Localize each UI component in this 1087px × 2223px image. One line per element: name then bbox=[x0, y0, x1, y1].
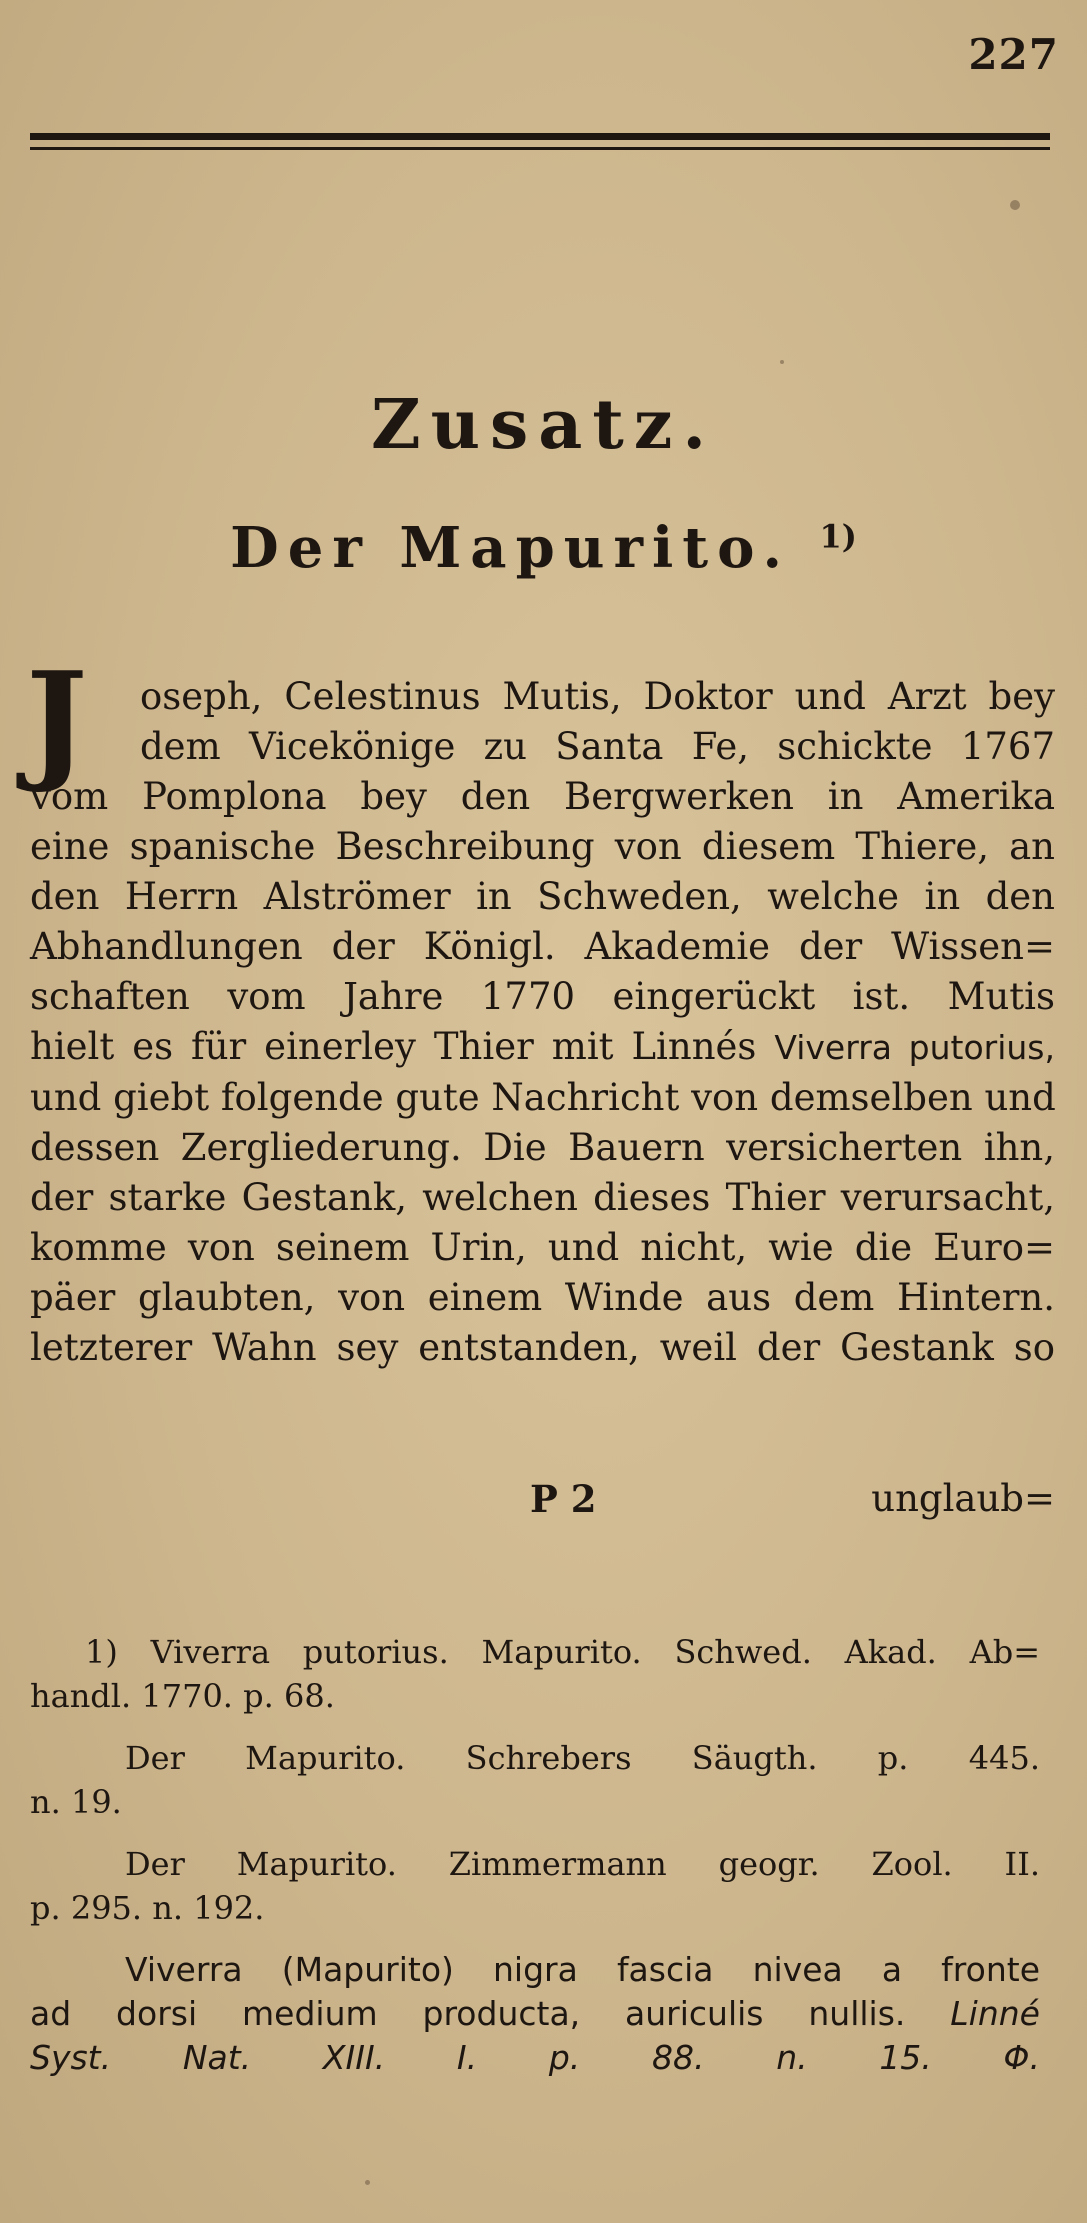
body-line: komme von seinem Urin, und nicht, wie die Euro= bbox=[30, 1226, 1055, 1269]
body-line: schaften vom Jahre 1770 eingerückt ist. Mutis bbox=[30, 975, 1055, 1018]
footnote-marker: 1) bbox=[819, 517, 857, 556]
body-line: und giebt folgende gute Nachricht von demselben und bbox=[30, 1076, 1056, 1119]
footnote-line: 1) Viverra putorius. Mapurito. Schwed. Akad. Ab= bbox=[85, 1633, 1040, 1671]
body-line: päer glaubten, von einem Winde aus dem Hintern. bbox=[30, 1276, 1055, 1319]
body-line: dessen Zergliederung. Die Bauern versicherten ihn, bbox=[30, 1126, 1055, 1169]
footnote-line: p. 295. n. 192. bbox=[30, 1889, 265, 1927]
footnote bbox=[30, 1630, 1040, 1718]
body-line: Abhandlungen der Königl. Akademie der Wissen= bbox=[30, 925, 1055, 968]
footnote-line: n. 19. bbox=[30, 1783, 122, 1821]
subtitle-text: Der Mapurito. bbox=[230, 515, 791, 581]
paper-speck bbox=[780, 360, 784, 364]
footnote-line: Viverra (Mapurito) nigra fascia nivea a fronte bbox=[125, 1950, 1040, 1989]
section-title: Zusatz. bbox=[370, 385, 717, 465]
catchword: unglaub= bbox=[871, 1477, 1055, 1520]
body-paragraph bbox=[26, 643, 1056, 1373]
section-subtitle bbox=[0, 515, 1087, 581]
footnote-line-with-end-mark bbox=[30, 2036, 1040, 2080]
body-line: letzterer Wahn sey entstanden, weil der Gestank so bbox=[30, 1326, 1055, 1369]
signature-line bbox=[30, 1477, 1055, 1529]
body-line: eine spanische Beschreibung von diesem Thiere, an bbox=[30, 825, 1055, 868]
body-line: oseph, Celestinus Mutis, Doktor und Arzt bey bbox=[140, 675, 1055, 718]
footnote-line: Der Mapurito. Schrebers Säugth. p. 445. bbox=[125, 1739, 1040, 1777]
footnote-line-text: Syst. Nat. XIII. I. p. 88. n. 15. bbox=[30, 2038, 932, 2077]
footnotes bbox=[30, 1630, 1040, 2098]
footnote bbox=[30, 1842, 1040, 1930]
footnote bbox=[30, 1948, 1040, 2080]
footnote bbox=[30, 1736, 1040, 1824]
author-name: Linné bbox=[950, 1994, 1040, 2033]
drop-cap: J bbox=[26, 643, 88, 796]
body-line: vom Pomplona bey den Bergwerken in Amerika bbox=[30, 775, 1055, 818]
header-rule-thin bbox=[30, 147, 1050, 150]
body-line-with-latin bbox=[30, 1022, 1055, 1073]
footnote-line-text: ad dorsi medium producta, auriculis nullis. bbox=[30, 1994, 906, 2033]
footnote-line-with-author bbox=[30, 1992, 1040, 2036]
page-number: 227 bbox=[968, 30, 1059, 79]
signature-mark: P 2 bbox=[530, 1477, 597, 1521]
body-line: der starke Gestank, welchen dieses Thier verursacht, bbox=[30, 1176, 1055, 1219]
paper-speck bbox=[365, 2180, 370, 2185]
end-mark: Φ. bbox=[1003, 2038, 1040, 2077]
body-line: den Herrn Alströmer in Schweden, welche in den bbox=[30, 875, 1055, 918]
header-rule bbox=[30, 133, 1050, 140]
body-line: dem Vicekönige zu Santa Fe, schickte 1767 bbox=[140, 725, 1055, 768]
footnote-line: handl. 1770. p. 68. bbox=[30, 1677, 335, 1715]
latin-species-name: Viverra putorius, bbox=[774, 1028, 1055, 1067]
footnote-line: Der Mapurito. Zimmermann geogr. Zool. II. bbox=[125, 1845, 1040, 1883]
body-line-text: hielt es für einerley Thier mit Linnés bbox=[30, 1025, 757, 1068]
paper-speck bbox=[1010, 200, 1020, 210]
